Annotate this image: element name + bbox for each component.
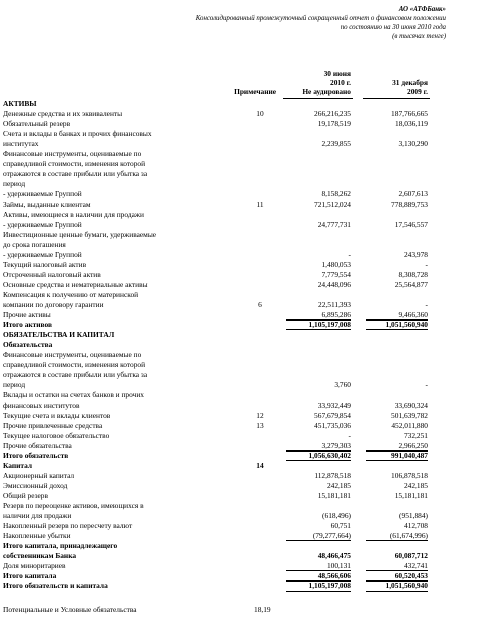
value-2009: 17,546,557	[394, 219, 428, 229]
value-2010: 266,216,235	[314, 109, 351, 119]
row-label: ОБЯЗАТЕЛЬСТВА И КАПИТАЛ	[3, 330, 115, 340]
value-2009: 106,878,518	[391, 470, 428, 480]
value-2010: 567,679,854	[314, 410, 351, 420]
value-2010: 6,895,286	[286, 310, 351, 320]
value-2009: 452,011,880	[391, 420, 428, 430]
value-2010: (79,277,664)	[286, 531, 351, 541]
value-2009: 501,639,782	[391, 410, 428, 420]
row-label: Финансовые инструменты, оцениваемые по	[3, 350, 142, 360]
row-label: Текущий налоговый актив	[3, 259, 87, 269]
value-2009: 9,466,360	[366, 310, 428, 320]
row-label: отражаются в составе прибыли или убытка за	[3, 169, 148, 179]
table-row	[0, 461, 482, 471]
table-row	[0, 581, 482, 591]
row-label: Эмиссионный доход	[3, 480, 68, 490]
row-label: АКТИВЫ	[3, 99, 37, 108]
row-note: 14	[256, 460, 264, 470]
value-2010: -	[348, 430, 351, 440]
value-2010: 7,779,554	[321, 269, 351, 279]
row-label: Счета и вклады в банках и прочих финансовых	[3, 129, 152, 139]
row-label: отражаются в составе прибыли или убытка за	[3, 370, 148, 380]
value-2009: 18,036,119	[395, 119, 428, 129]
table-row	[0, 179, 482, 189]
value-2009: 991,040,487	[366, 451, 428, 461]
value-2009: 778,889,753	[391, 199, 428, 209]
value-2010: 1,105,197,008	[286, 320, 351, 330]
value-2009: 412,708	[403, 521, 428, 531]
table-row	[0, 260, 482, 270]
row-label: Капитал	[3, 460, 33, 470]
row-label: период	[3, 179, 26, 189]
table-row	[0, 561, 482, 571]
row-label: Общий резерв	[3, 490, 48, 500]
value-2010: 112,878,518	[314, 470, 351, 480]
value-2009: 2,966,250	[366, 441, 428, 451]
value-2010: 15,181,181	[317, 490, 351, 500]
value-2009: 187,766,665	[391, 109, 428, 119]
value-2010: 33,932,449	[317, 400, 351, 410]
table-row	[0, 451, 482, 461]
row-label: Доля миноритариев	[3, 561, 66, 571]
value-2009: -	[425, 259, 428, 269]
table-row	[0, 491, 482, 501]
row-label: Итого капитала	[3, 571, 57, 581]
row-label: Основные средства и нематериальные активы	[3, 279, 148, 289]
table-row	[0, 200, 482, 210]
table-row	[0, 511, 482, 521]
row-note: 12	[256, 410, 264, 420]
table-row	[0, 591, 482, 601]
value-2009: 732,251	[403, 430, 428, 440]
row-label: Накопленный резерв по пересчету валют	[3, 521, 133, 531]
value-2010: 451,735,036	[314, 420, 351, 430]
value-2009: 15,181,181	[394, 490, 428, 500]
value-2010: 3,760	[334, 380, 351, 390]
row-label: Итого активов	[3, 320, 52, 330]
table-row	[0, 320, 482, 330]
value-2009: -	[425, 380, 428, 390]
table-row	[0, 250, 482, 260]
row-label: до срока погашения	[3, 239, 66, 249]
company-name: АО «АТФБанк»	[398, 6, 446, 13]
row-label: финансовых институтов	[3, 400, 80, 410]
table-row	[0, 330, 482, 340]
table-row	[0, 139, 482, 149]
report-date: по состоянию на 30 июня 2010 года	[340, 24, 446, 31]
value-2010: -	[348, 249, 351, 259]
row-label: Обязательства	[3, 340, 53, 350]
row-label: Итого капитала, принадлежащего	[3, 541, 118, 551]
table-row	[0, 240, 482, 250]
table-row	[0, 109, 482, 119]
value-2010: 242,185	[326, 480, 351, 490]
row-label: Итого обязательств	[3, 450, 69, 460]
value-2009: 2,607,613	[398, 189, 428, 199]
row-label: период	[3, 380, 26, 390]
row-label: Потенциальные и Условные обязательства	[3, 604, 137, 614]
value-2010: 48,466,475	[317, 551, 351, 561]
table-row	[0, 605, 482, 615]
value-2009: 243,978	[403, 249, 428, 259]
row-label: Денежные средства и их эквиваленты	[3, 109, 123, 119]
column-note-header: Примечание	[234, 87, 276, 96]
table-row	[0, 290, 482, 300]
table-row	[0, 390, 482, 400]
row-label: Резерв по переоценке активов, имеющихся в	[3, 501, 144, 510]
row-label: Прочие привлеченные средства	[3, 420, 103, 430]
row-label: собственникам Банка	[3, 551, 77, 561]
value-2010: 24,448,096	[317, 279, 351, 289]
value-2009: 8,308,728	[398, 269, 428, 279]
row-label: Прочие активы	[3, 310, 51, 320]
column-2010-line2: 2010 г.	[330, 78, 351, 87]
table-row	[0, 99, 482, 109]
row-note: 6	[258, 300, 262, 309]
value-2009: (61,674,996)	[366, 531, 428, 541]
table-row	[0, 220, 482, 230]
row-label: Обязательный резерв	[3, 119, 71, 129]
table-row	[0, 340, 482, 350]
table-row	[0, 411, 482, 421]
table-row	[0, 551, 482, 561]
value-2010: 721,512,024	[314, 199, 351, 209]
row-note: 11	[256, 199, 264, 209]
row-label: институтах	[3, 139, 39, 149]
row-label: компании по договору гарантии	[3, 300, 104, 309]
value-2009: 1,051,560,940	[366, 581, 428, 591]
row-label: Инвестиционные ценные бумаги, удерживаемые	[3, 229, 157, 239]
row-label: - удерживаемые Группой	[3, 189, 82, 199]
row-label: Итого обязательств и капитала	[3, 581, 108, 591]
row-label: Накопленные убытки	[3, 531, 71, 541]
row-note: 18,19	[254, 604, 271, 614]
table-row	[0, 471, 482, 481]
value-2010: 48,566,606	[286, 571, 351, 581]
value-2010: (618,496)	[322, 511, 351, 521]
value-2009: 33,690,324	[394, 400, 428, 410]
value-2009: 3,130,290	[398, 139, 428, 149]
value-2009: 60,520,453	[366, 571, 428, 581]
row-label: Текущее налоговое обязательство	[3, 430, 110, 440]
value-2010: 19,178,519	[317, 119, 351, 129]
table-row	[0, 310, 482, 320]
value-2009: 25,564,877	[394, 279, 428, 289]
value-2010: 2,239,855	[321, 139, 351, 149]
table-row	[0, 189, 482, 199]
column-2010-line1: 30 июня	[323, 69, 351, 78]
table-row	[0, 370, 482, 380]
table-row	[0, 300, 482, 310]
value-2010: 100,131	[286, 561, 351, 571]
row-label: справедливой стоимости, изменения которой	[3, 159, 146, 169]
value-2009: 60,087,712	[394, 551, 428, 561]
value-2009: 1,051,560,940	[366, 320, 428, 330]
row-note: 13	[256, 420, 264, 430]
row-label: Отсроченный налоговый актив	[3, 269, 101, 279]
row-note: 10	[256, 109, 264, 119]
table-row	[0, 421, 482, 431]
table-row	[0, 531, 482, 541]
row-label: Вклады и остатки на счетах банков и прочих	[3, 390, 144, 400]
table-row	[0, 441, 482, 451]
value-2010: 1,056,630,402	[286, 451, 351, 461]
value-2010: 3,279,303	[286, 441, 351, 451]
report-title: Консолидированный промежуточный сокращенный отчет о финансовом положении	[195, 15, 446, 22]
table-row	[0, 380, 482, 390]
table-row	[0, 501, 482, 511]
value-2010: 1,480,053	[321, 259, 351, 269]
table-row	[0, 149, 482, 159]
row-label: наличии для продажи	[3, 511, 72, 521]
table-row	[0, 159, 482, 169]
table-row	[0, 210, 482, 220]
value-2010: 1,105,197,008	[286, 581, 351, 591]
table-row	[0, 270, 482, 280]
value-2010: 22,511,393	[318, 300, 351, 309]
table-row	[0, 521, 482, 531]
row-label: - удерживаемые Группой	[3, 219, 82, 229]
table-row	[0, 169, 482, 179]
table-row	[0, 280, 482, 290]
report-units: (в тысячах тенге)	[392, 33, 446, 40]
column-2010-line3: Не аудировано	[302, 87, 351, 96]
row-label: Прочие обязательства	[3, 440, 72, 450]
table-row	[0, 230, 482, 240]
value-2010: 60,751	[330, 521, 351, 531]
row-label: Активы, имеющиеся в наличии для продажи	[3, 209, 144, 219]
value-2010: 8,158,262	[321, 189, 351, 199]
row-label: Финансовые инструменты, оцениваемые по	[3, 149, 142, 159]
column-2009-line2: 2009 г.	[407, 87, 428, 96]
row-label: Займы, выданные клиентам	[3, 199, 91, 209]
row-label: Акционерный капитал	[3, 470, 75, 480]
table-row	[0, 401, 482, 411]
row-label: Компенсация к получению от материнской	[3, 289, 139, 299]
table-row	[0, 431, 482, 441]
table-row	[0, 481, 482, 491]
table-row	[0, 119, 482, 129]
value-2009: (951,884)	[399, 511, 428, 521]
table-row	[0, 129, 482, 139]
value-2009: -	[425, 300, 428, 309]
row-label: Текущие счета и вклады клиентов	[3, 410, 111, 420]
table-row	[0, 360, 482, 370]
value-2010: 24,777,731	[317, 219, 351, 229]
table-row	[0, 350, 482, 360]
table-row	[0, 571, 482, 581]
column-2009-line1: 31 декабря	[392, 78, 428, 87]
row-label: - удерживаемые Группой	[3, 249, 82, 259]
table-row	[0, 541, 482, 551]
value-2009: 432,741	[366, 561, 428, 571]
row-label: справедливой стоимости, изменения которой	[3, 360, 146, 370]
value-2009: 242,185	[403, 480, 428, 490]
